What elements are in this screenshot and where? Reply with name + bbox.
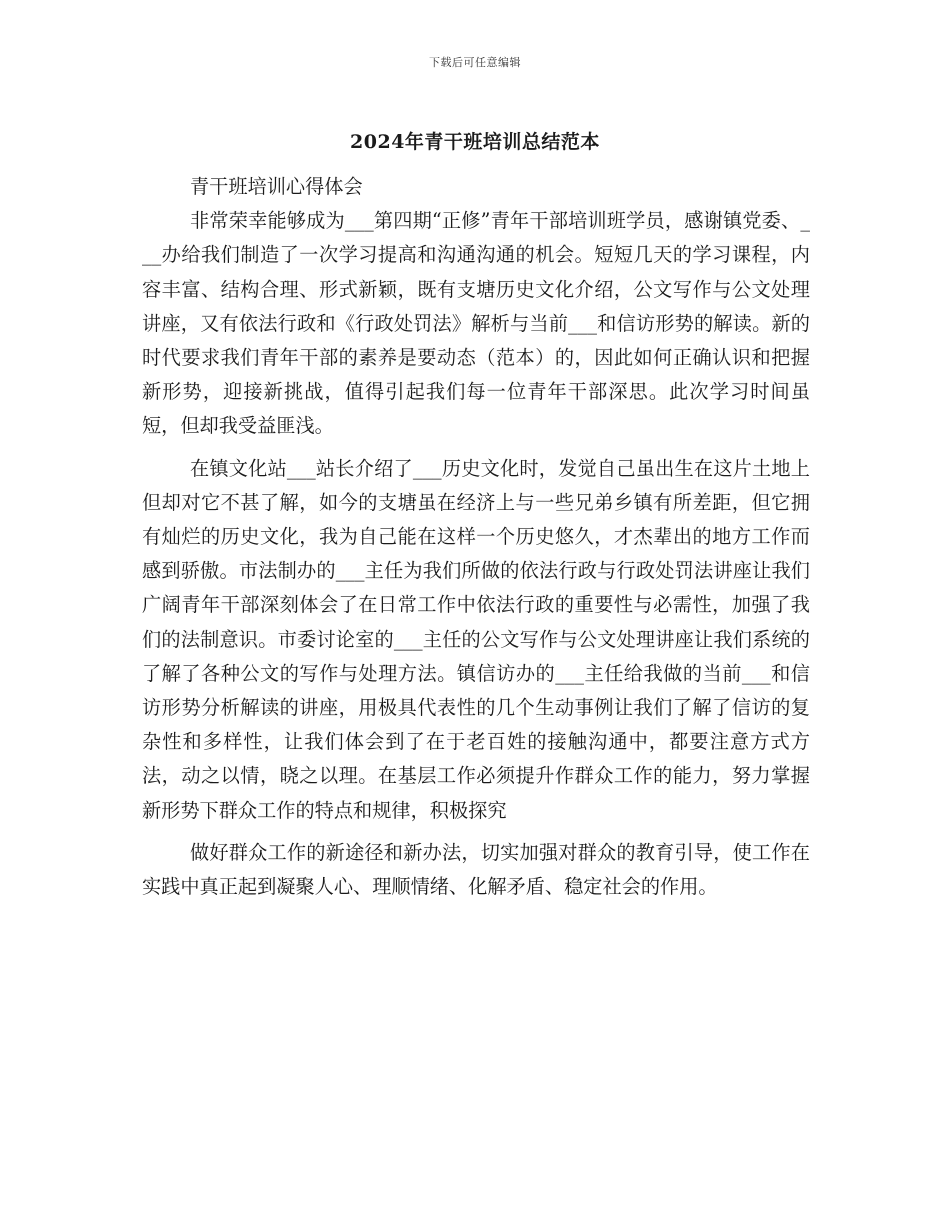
section-subtitle: 青干班培训心得体会	[190, 175, 363, 198]
paragraph-2: 在镇文化站___站长介绍了___历史文化时，发觉自己虽出生在这片土地上但却对它不甚了解，如今的支塘虽在经济上与一些兄弟乡镇有所差距，但它拥有灿烂的历史文化，我为自己能在这样一个历史悠久，才杰辈出的地方工作而感到骄傲。市法制办的___主任为我们所做的依法行政与行政处罚法讲座让我们广阔青年干部深刻体会了在日常工作中依法行政的重要性与必需性，加强了我们的法制意识。市委讨论室的___主任的公文写作与公文处理讲座让我们系统的了解了各种公文的写作与处理方法。镇信访办的___主任给我做的当前___和信访形势分析解读的讲座，用极具代表性的几个生动事例让我们了解了信访的复杂性和多样性，让我们体会到了在于老百姓的接触沟通中，都要注意方式方法，动之以情，晓之以理。在基层工作必须提升作群众工作的能力，努力掌握新形势下群众工作的特点和规律，积极探究	[142, 456, 810, 822]
paragraph-3: 做好群众工作的新途径和新办法，切实加强对群众的教育引导，使工作在实践中真正起到凝聚人心、理顺情绪、化解矛盾、稳定社会的作用。	[142, 840, 810, 899]
paragraph-1: 非常荣幸能够成为___第四期“正修”青年干部培训班学员，感谢镇党委、___办给我们制造了一次学习提高和沟通沟通的机会。短短几天的学习课程，内容丰富、结构合理、形式新颖，既有支塘历史文化介绍，公文写作与公文处理讲座，又有依法行政和《行政处罚法》解析与当前___和信访形势的解读。新的时代要求我们青年干部的素养是要动态（范本）的，因此如何正确认识和把握新形势，迎接新挑战，值得引起我们每一位青年干部深思。此次学习时间虽短，但却我受益匪浅。	[142, 209, 810, 438]
page-header-note: 下载后可任意编辑	[429, 56, 521, 69]
document-title: 2024年青干班培训总结范本	[350, 131, 600, 153]
document-body	[142, 170, 810, 904]
